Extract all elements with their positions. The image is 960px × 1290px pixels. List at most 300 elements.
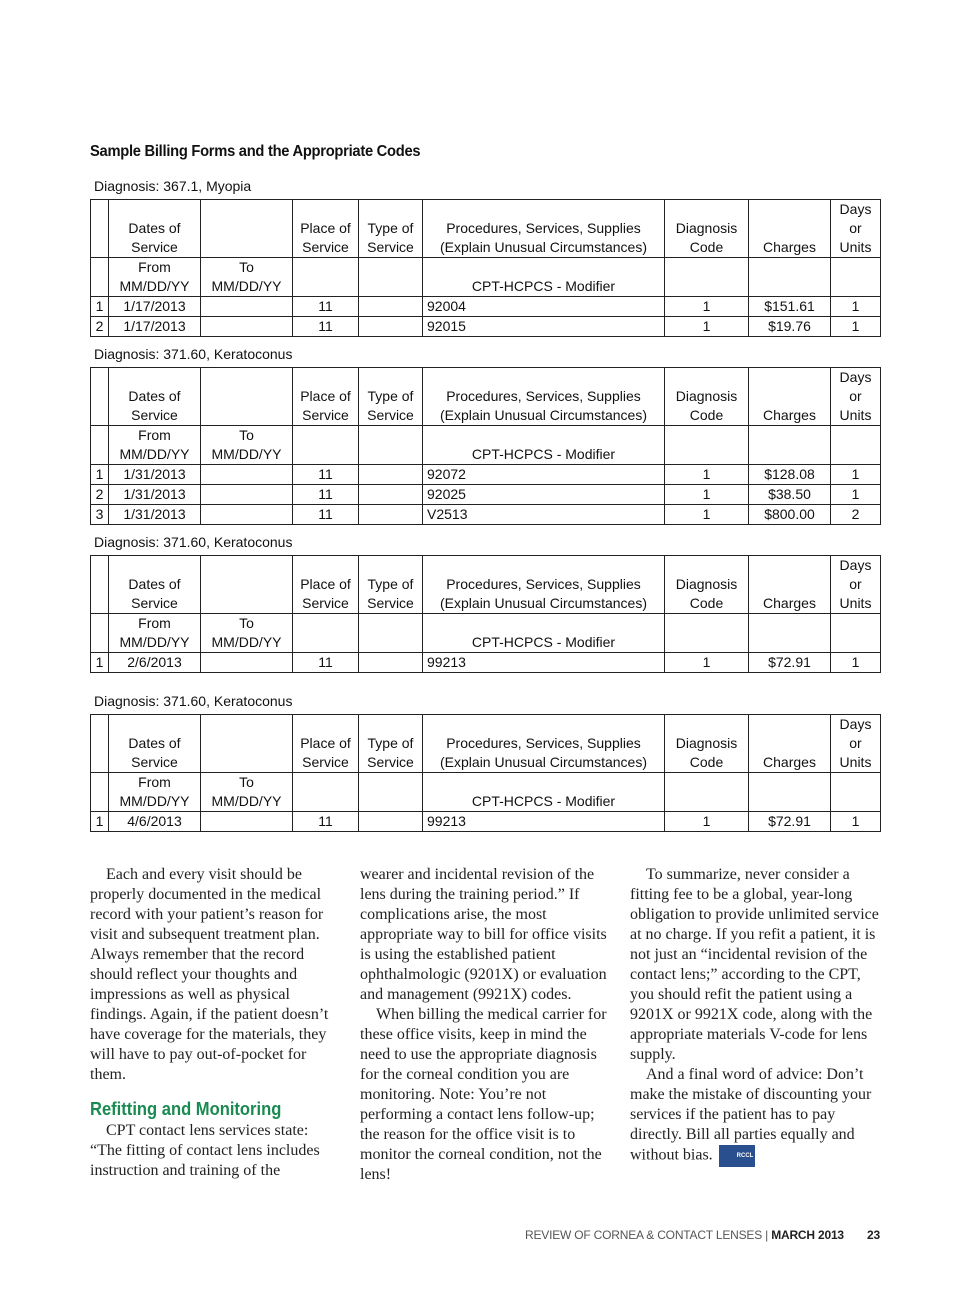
header-charges (749, 715, 831, 773)
table-subheader-row (91, 258, 881, 297)
cell-type-of-service (359, 653, 423, 673)
table-row (91, 485, 881, 505)
figure-heading: Sample Billing Forms and the Appropriate Codes (90, 143, 421, 160)
header-to (201, 258, 293, 297)
header-blank-cell (201, 715, 293, 773)
cell-place-of-service-text: 11 (318, 654, 333, 670)
paragraph: To summarize, never consider a fitting fee to be a global, year-long obligation to provide unlimited service at no charge. If you refit a patient, it is not just an “incidental revision of the contact lens;” according to the CPT, you should refit the patient using a 9201X or 9921X code, along with the appropriate materials V-code for lens supply. (630, 866, 879, 1063)
cell-place-of-service (293, 485, 359, 505)
header-procedures-text: Procedures, Services, Supplies (446, 388, 641, 404)
header-dates-of-service-text: Dates of (128, 576, 181, 592)
cell-procedure-code (423, 812, 665, 832)
header-place-of-service-text: Place of (300, 220, 351, 236)
header-days-or-units-text: or (849, 735, 862, 751)
header-blank-cell (359, 258, 423, 297)
cell-to-date (201, 485, 293, 505)
header-from-text: From (138, 774, 171, 790)
header-charges-text: Charges (763, 239, 816, 255)
header-to-text: MM/DD/YY (211, 634, 282, 650)
cell-type-of-service (359, 812, 423, 832)
cell-diagnosis-code-text: 1 (702, 486, 711, 502)
billing-table (90, 555, 881, 673)
cell-procedure-code (423, 505, 665, 525)
cell-place-of-service (293, 653, 359, 673)
header-cpt-hcpcs (423, 426, 665, 465)
cell-from-date (109, 812, 201, 832)
cell-units-text: 1 (851, 466, 860, 482)
header-cpt-hcpcs-text: CPT-HCPCS - Modifier (471, 278, 616, 294)
header-blank-cell (749, 426, 831, 465)
paragraph-text: And a final word of advice: Don’t make the mistake of discounting your services if the patient has to pay directly. Bill all parties equally and without bias. (630, 1066, 872, 1164)
cell-diagnosis-code-text: 1 (702, 506, 711, 522)
page-number: 23 (867, 1228, 880, 1242)
header-procedures-text: (Explain Unusual Circumstances) (440, 754, 647, 770)
cell-charges (749, 812, 831, 832)
header-type-of-service-text: Service (367, 595, 414, 611)
cell-diagnosis-code-text: 1 (702, 318, 711, 334)
header-procedures-text: Procedures, Services, Supplies (446, 576, 641, 592)
header-dates-of-service-text: Service (131, 407, 178, 423)
cell-units (831, 297, 881, 317)
table-row (91, 317, 881, 337)
row-number-text: 1 (95, 654, 104, 670)
cell-diagnosis-code (665, 812, 749, 832)
header-from-text: MM/DD/YY (119, 446, 190, 462)
cell-charges-text: $72.91 (768, 813, 811, 829)
header-blank-cell (831, 258, 881, 297)
cell-diagnosis-code-text: 1 (702, 466, 711, 482)
cell-diagnosis-code (665, 653, 749, 673)
cell-place-of-service-text: 11 (318, 466, 333, 482)
header-days-or-units-text: Units (839, 754, 872, 770)
header-type-of-service-text: Type of (367, 735, 414, 751)
paragraph: Each and every visit should be properly documented in the medical record with your patient’s reason for visit and subsequent treatment plan. Always remember that the record should reflect your thoughts and impressions as well as physical findings. Again, if the patient doesn’t have coverage for the materials, they will have to pay out-of-pocket for them. (90, 866, 329, 1083)
cell-charges-text: $128.08 (764, 466, 815, 482)
article-column-3 (630, 865, 880, 1167)
header-place-of-service-text: Place of (300, 576, 351, 592)
cell-type-of-service (359, 485, 423, 505)
header-to-text: MM/DD/YY (211, 446, 282, 462)
table-row (91, 465, 881, 485)
header-blank-cell (749, 614, 831, 653)
row-number-text: 1 (95, 298, 104, 314)
header-to-text: To (239, 427, 254, 443)
header-charges (749, 200, 831, 258)
header-blank-cell (665, 773, 749, 812)
header-diagnosis-code (665, 368, 749, 426)
cell-procedure-code-text: 99213 (427, 813, 466, 829)
table-row (91, 653, 881, 673)
cell-units (831, 653, 881, 673)
cell-diagnosis-code-text: 1 (702, 813, 711, 829)
header-blank-cell (293, 258, 359, 297)
row-number-text: 2 (95, 486, 104, 502)
row-number-text: 2 (95, 318, 104, 334)
cell-place-of-service (293, 465, 359, 485)
header-type-of-service (359, 715, 423, 773)
header-blank-cell (359, 426, 423, 465)
header-place-of-service-text: Service (302, 407, 349, 423)
cell-from-date-text: 1/31/2013 (123, 506, 186, 522)
header-charges-text: Charges (763, 595, 816, 611)
header-place-of-service (293, 200, 359, 258)
table-row (91, 297, 881, 317)
header-blank-cell (91, 368, 109, 426)
row-number (91, 465, 109, 485)
cell-to-date (201, 297, 293, 317)
cell-charges-text: $800.00 (764, 506, 815, 522)
cell-from-date (109, 465, 201, 485)
header-charges-text: Charges (763, 407, 816, 423)
cell-type-of-service (359, 317, 423, 337)
header-from (109, 614, 201, 653)
cell-place-of-service (293, 317, 359, 337)
cell-units (831, 485, 881, 505)
cell-procedure-code-text: 92025 (427, 486, 466, 502)
header-type-of-service-text: Type of (367, 388, 414, 404)
billing-table (90, 199, 881, 337)
cell-units-text: 2 (851, 506, 860, 522)
header-blank-cell (91, 426, 109, 465)
paragraph (630, 1065, 880, 1167)
header-from-text: MM/DD/YY (119, 634, 190, 650)
article-column-1 (90, 865, 340, 1181)
header-place-of-service (293, 368, 359, 426)
cell-procedure-code (423, 465, 665, 485)
header-days-or-units (831, 556, 881, 614)
table-header-row (91, 200, 881, 258)
header-blank-cell (201, 200, 293, 258)
header-days-or-units-text: Days (839, 557, 872, 573)
header-procedures (423, 368, 665, 426)
header-to (201, 426, 293, 465)
diagnosis-label: Diagnosis: 371.60, Keratoconus (94, 346, 293, 362)
header-diagnosis-code-text: Diagnosis (675, 388, 738, 404)
cell-charges (749, 297, 831, 317)
header-place-of-service (293, 715, 359, 773)
cell-units (831, 505, 881, 525)
row-number-text: 3 (95, 506, 104, 522)
header-days-or-units (831, 368, 881, 426)
header-charges-text: Charges (763, 754, 816, 770)
header-days-or-units (831, 200, 881, 258)
cell-from-date (109, 485, 201, 505)
header-days-or-units-text: or (849, 220, 862, 236)
header-dates-of-service (109, 200, 201, 258)
header-days-or-units-text: Days (839, 369, 872, 385)
cell-place-of-service (293, 297, 359, 317)
header-type-of-service-text: Type of (367, 220, 414, 236)
cell-charges-text: $38.50 (768, 486, 811, 502)
header-from-text: From (138, 615, 171, 631)
header-type-of-service-text: Service (367, 754, 414, 770)
header-procedures (423, 200, 665, 258)
cell-from-date-text: 4/6/2013 (127, 813, 182, 829)
header-cpt-hcpcs-text: CPT-HCPCS - Modifier (471, 634, 616, 650)
cell-units (831, 465, 881, 485)
header-procedures-text: (Explain Unusual Circumstances) (440, 239, 647, 255)
header-from (109, 426, 201, 465)
header-diagnosis-code-text: Diagnosis (675, 576, 738, 592)
header-blank-cell (293, 426, 359, 465)
header-dates-of-service (109, 715, 201, 773)
row-number (91, 505, 109, 525)
header-blank-cell (91, 715, 109, 773)
header-to (201, 773, 293, 812)
header-cpt-hcpcs (423, 614, 665, 653)
header-type-of-service-text: Type of (367, 576, 414, 592)
cell-from-date (109, 653, 201, 673)
cell-units (831, 812, 881, 832)
header-blank-cell (359, 614, 423, 653)
header-diagnosis-code-text: Diagnosis (675, 735, 738, 751)
cell-from-date (109, 505, 201, 525)
cell-procedure-code (423, 317, 665, 337)
cell-units-text: 1 (851, 486, 860, 502)
header-from-text: From (138, 259, 171, 275)
table-row (91, 812, 881, 832)
page-footer (525, 1228, 880, 1242)
row-number-text: 1 (95, 813, 104, 829)
header-diagnosis-code (665, 715, 749, 773)
header-days-or-units-text: Units (839, 595, 872, 611)
header-cpt-hcpcs-text: CPT-HCPCS - Modifier (471, 446, 616, 462)
cell-procedure-code-text: 92015 (427, 318, 466, 334)
header-to-text: MM/DD/YY (211, 278, 282, 294)
header-blank-cell (91, 258, 109, 297)
header-place-of-service-text: Service (302, 595, 349, 611)
header-blank-cell (359, 773, 423, 812)
header-procedures (423, 556, 665, 614)
header-place-of-service-text: Place of (300, 735, 351, 751)
header-days-or-units-text: Days (839, 201, 872, 217)
cell-from-date-text: 1/31/2013 (123, 486, 186, 502)
header-from (109, 773, 201, 812)
header-blank-cell (665, 614, 749, 653)
issue-date: MARCH 2013 (771, 1228, 844, 1242)
header-diagnosis-code-text: Code (689, 239, 724, 255)
header-type-of-service-text: Service (367, 239, 414, 255)
cell-charges-text: $19.76 (768, 318, 811, 334)
paragraph: When billing the medical carrier for these office visits, keep in mind the need to use the appropriate diagnosis for the corneal condition you are monitoring. Note: You’re not performing a contact lens follow-up; the reason for the office visit is to monitor the corneal condition, not the lens! (360, 1006, 607, 1183)
header-days-or-units-text: Days (839, 716, 872, 732)
paragraph: wearer and incidental revision of the lens during the training period.” If complications arise, the most appropriate way to bill for office visits is using the established patient ophthalmologic (9201X) or evaluation and management (9921X) codes. (360, 866, 607, 1003)
cell-diagnosis-code (665, 485, 749, 505)
cell-procedure-code (423, 485, 665, 505)
header-place-of-service (293, 556, 359, 614)
row-number (91, 317, 109, 337)
header-to-text: MM/DD/YY (211, 793, 282, 809)
header-charges (749, 556, 831, 614)
paragraph: CPT contact lens services state: “The fitting of contact lens includes instruction and training of the (90, 1122, 320, 1179)
header-blank-cell (293, 614, 359, 653)
header-from (109, 258, 201, 297)
cell-charges (749, 505, 831, 525)
cell-to-date (201, 317, 293, 337)
cell-from-date-text: 1/17/2013 (123, 298, 186, 314)
cell-type-of-service (359, 297, 423, 317)
cell-diagnosis-code (665, 465, 749, 485)
header-procedures-text: (Explain Unusual Circumstances) (440, 595, 647, 611)
cell-procedure-code-text: V2513 (427, 506, 468, 522)
cell-units-text: 1 (851, 654, 860, 670)
cell-from-date-text: 1/31/2013 (123, 466, 186, 482)
header-blank-cell (91, 614, 109, 653)
cell-place-of-service (293, 812, 359, 832)
cell-charges (749, 465, 831, 485)
header-place-of-service-text: Service (302, 239, 349, 255)
cell-charges (749, 485, 831, 505)
row-number-text: 1 (95, 466, 104, 482)
billing-table (90, 714, 881, 832)
cell-units-text: 1 (851, 298, 860, 314)
diagnosis-label: Diagnosis: 371.60, Keratoconus (94, 534, 293, 550)
header-blank-cell (665, 258, 749, 297)
header-place-of-service-text: Place of (300, 388, 351, 404)
article-column-2 (360, 865, 610, 1185)
cell-to-date (201, 653, 293, 673)
header-dates-of-service (109, 556, 201, 614)
cell-charges (749, 653, 831, 673)
publication-name: REVIEW OF CORNEA & CONTACT LENSES | (525, 1228, 769, 1242)
table-row (91, 505, 881, 525)
table-subheader-row (91, 426, 881, 465)
header-procedures-text: (Explain Unusual Circumstances) (440, 407, 647, 423)
rccl-end-mark-icon: RCCL (719, 1145, 756, 1167)
cell-charges-text: $151.61 (764, 298, 815, 314)
header-days-or-units-text: or (849, 576, 862, 592)
header-blank-cell (831, 426, 881, 465)
table-header-row (91, 368, 881, 426)
cell-to-date (201, 505, 293, 525)
table-header-row (91, 556, 881, 614)
header-days-or-units-text: or (849, 388, 862, 404)
header-diagnosis-code-text: Diagnosis (675, 220, 738, 236)
header-to (201, 614, 293, 653)
header-cpt-hcpcs (423, 258, 665, 297)
row-number (91, 485, 109, 505)
header-blank-cell (831, 614, 881, 653)
diagnosis-label: Diagnosis: 371.60, Keratoconus (94, 693, 293, 709)
row-number (91, 812, 109, 832)
cell-units-text: 1 (851, 318, 860, 334)
header-dates-of-service-text: Dates of (128, 735, 181, 751)
header-type-of-service (359, 200, 423, 258)
header-dates-of-service-text: Dates of (128, 388, 181, 404)
header-blank-cell (201, 368, 293, 426)
header-blank-cell (91, 200, 109, 258)
header-type-of-service (359, 556, 423, 614)
header-blank-cell (749, 773, 831, 812)
header-diagnosis-code-text: Code (689, 407, 724, 423)
cell-type-of-service (359, 465, 423, 485)
header-days-or-units-text: Units (839, 407, 872, 423)
header-charges (749, 368, 831, 426)
cell-place-of-service-text: 11 (318, 813, 333, 829)
header-diagnosis-code-text: Code (689, 754, 724, 770)
diagnosis-label: Diagnosis: 367.1, Myopia (94, 178, 252, 194)
table-header-row (91, 715, 881, 773)
header-blank-cell (201, 556, 293, 614)
header-diagnosis-code-text: Code (689, 595, 724, 611)
cell-procedure-code (423, 297, 665, 317)
header-blank-cell (293, 773, 359, 812)
cell-place-of-service-text: 11 (318, 486, 333, 502)
cell-procedure-code-text: 92004 (427, 298, 466, 314)
header-procedures-text: Procedures, Services, Supplies (446, 735, 641, 751)
cell-charges-text: $72.91 (768, 654, 811, 670)
header-place-of-service-text: Service (302, 754, 349, 770)
row-number (91, 653, 109, 673)
header-blank-cell (749, 258, 831, 297)
billing-table (90, 367, 881, 525)
cell-from-date-text: 2/6/2013 (127, 654, 182, 670)
cell-from-date-text: 1/17/2013 (123, 318, 186, 334)
cell-to-date (201, 465, 293, 485)
header-from-text: MM/DD/YY (119, 278, 190, 294)
cell-charges (749, 317, 831, 337)
cell-place-of-service-text: 11 (318, 298, 333, 314)
cell-type-of-service (359, 505, 423, 525)
cell-procedure-code-text: 99213 (427, 654, 466, 670)
cell-place-of-service-text: 11 (318, 506, 333, 522)
header-blank-cell (831, 773, 881, 812)
header-dates-of-service-text: Service (131, 595, 178, 611)
header-from-text: MM/DD/YY (119, 793, 190, 809)
header-dates-of-service-text: Service (131, 754, 178, 770)
header-procedures (423, 715, 665, 773)
cell-units (831, 317, 881, 337)
cell-place-of-service-text: 11 (318, 318, 333, 334)
header-dates-of-service-text: Service (131, 239, 178, 255)
header-diagnosis-code (665, 556, 749, 614)
cell-procedure-code (423, 653, 665, 673)
cell-diagnosis-code-text: 1 (702, 298, 711, 314)
cell-from-date (109, 297, 201, 317)
header-dates-of-service-text: Dates of (128, 220, 181, 236)
header-cpt-hcpcs (423, 773, 665, 812)
cell-procedure-code-text: 92072 (427, 466, 466, 482)
cell-to-date (201, 812, 293, 832)
header-to-text: To (239, 774, 254, 790)
header-blank-cell (91, 556, 109, 614)
cell-diagnosis-code (665, 317, 749, 337)
header-type-of-service (359, 368, 423, 426)
header-days-or-units (831, 715, 881, 773)
section-subhead: Refitting and Monitoring (90, 1099, 282, 1119)
header-blank-cell (91, 773, 109, 812)
header-from-text: From (138, 427, 171, 443)
cell-diagnosis-code-text: 1 (702, 654, 711, 670)
header-to-text: To (239, 615, 254, 631)
header-cpt-hcpcs-text: CPT-HCPCS - Modifier (471, 793, 616, 809)
header-days-or-units-text: Units (839, 239, 872, 255)
header-to-text: To (239, 259, 254, 275)
header-blank-cell (665, 426, 749, 465)
cell-diagnosis-code (665, 505, 749, 525)
header-dates-of-service (109, 368, 201, 426)
row-number (91, 297, 109, 317)
header-diagnosis-code (665, 200, 749, 258)
cell-from-date (109, 317, 201, 337)
header-procedures-text: Procedures, Services, Supplies (446, 220, 641, 236)
cell-units-text: 1 (851, 813, 860, 829)
table-subheader-row (91, 773, 881, 812)
header-type-of-service-text: Service (367, 407, 414, 423)
cell-place-of-service (293, 505, 359, 525)
table-subheader-row (91, 614, 881, 653)
cell-diagnosis-code (665, 297, 749, 317)
